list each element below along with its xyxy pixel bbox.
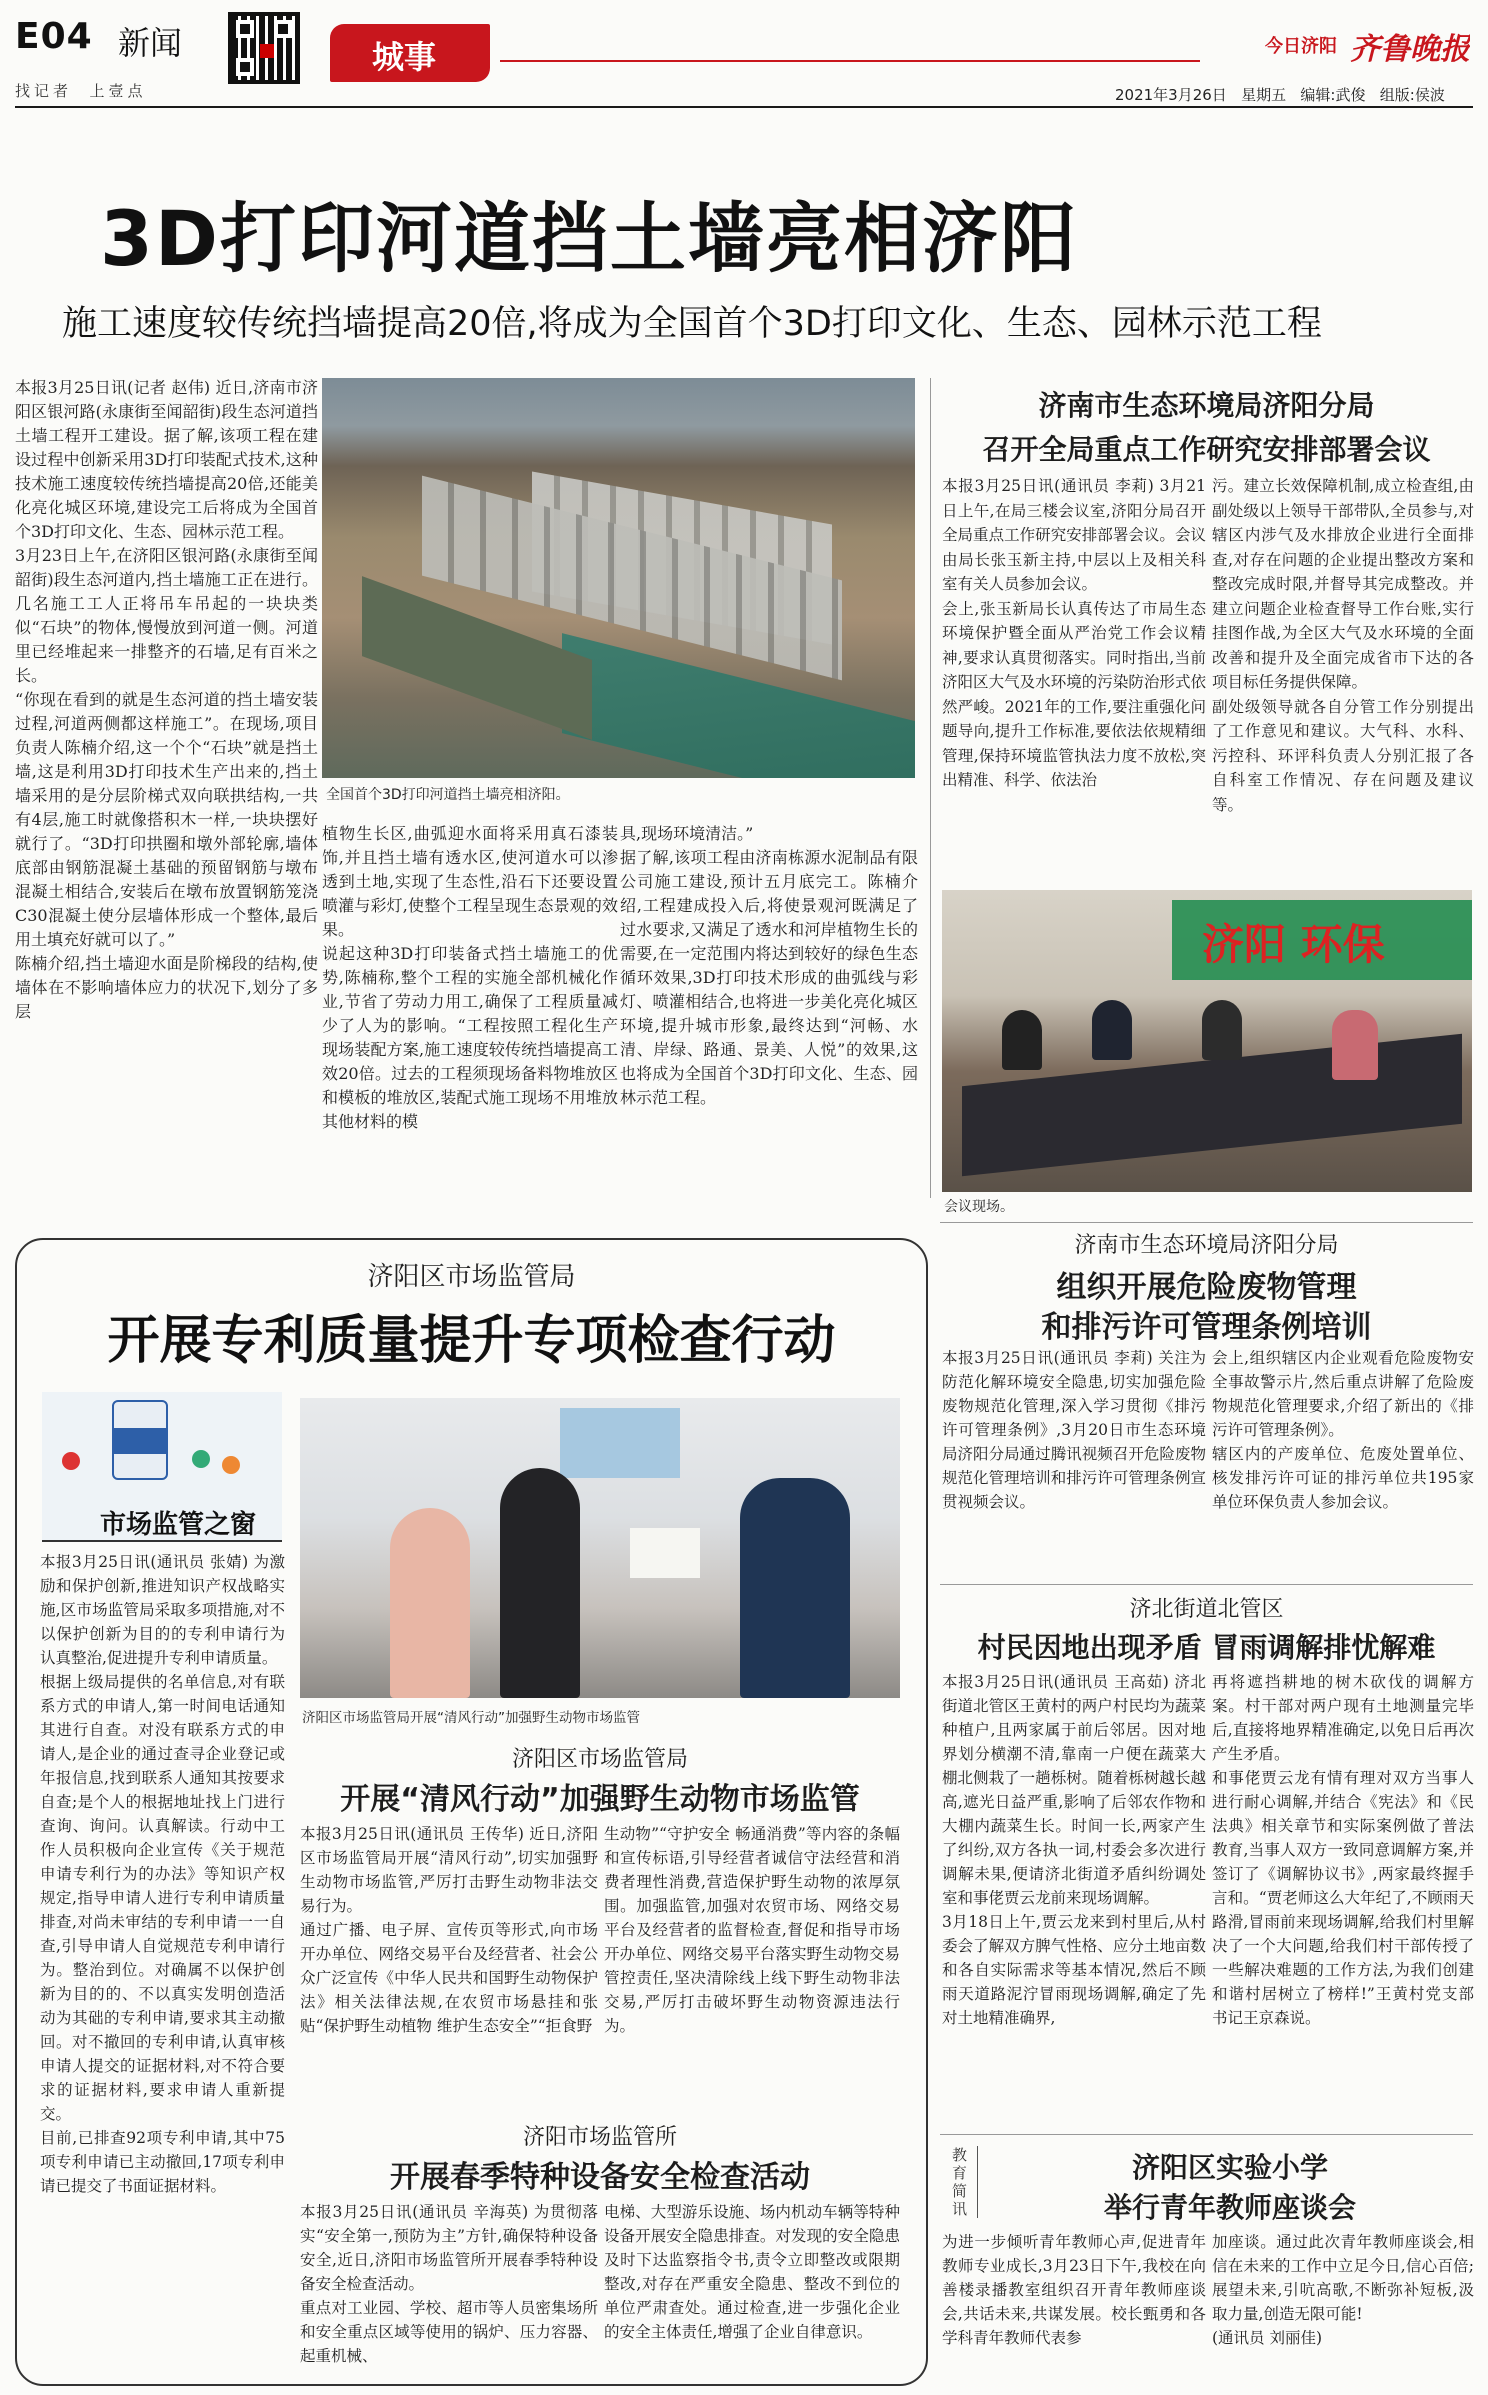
date-line: 2021年3月26日 星期五 编辑:武俊 组版:侯波: [1115, 86, 1445, 104]
market-sub1-kicker: 济阳区市场监管局: [511, 1747, 688, 1772]
market-sub2-col-a-text: 本报3月25日讯(通讯员 辛海英) 为贯彻落实“安全第一,预防为主”方针,确保特种设备安全,近日,济阳市场监管所开展春季特种设备安全检查活动。 重点对工业园、学校、超市等人员密集场所和安全重点区域等使用的锅炉、压力容器、起重机械、: [300, 2203, 598, 2365]
school-top-rule: [940, 2134, 1473, 2135]
bottle-icon: [112, 1400, 168, 1480]
lead-col2-text: 植物生长区,曲弧迎水面将采用真石漆装饰,并且挡土墙有透水区,使河道水可以渗透到土地,实现了生态性,沿石下还要设置喷灌与彩灯,使整个工程呈现生态景观的效果。 说起这种3D打印装备式挡土墙施工的优势,陈楠称,整个工程的实施全部机械化作业,节省了劳动力用工,确保了工程质量减少了人为的影响。“工程按照工程化生产现场装配方案,施工速度较传统挡墙提高工效20倍。过去的工程须现场备料物堆放区和模板的堆放区,装配式施工现场不用堆放其他材料的模: [322, 824, 618, 1131]
env-photo-caption: 会议现场。: [944, 1199, 1014, 1215]
market-sub1-col-a: [300, 1822, 598, 2112]
lead-photo-caption: 全国首个3D打印河道挡土墙亮相济阳。: [326, 787, 570, 803]
market-sub2-col-b: [604, 2200, 900, 2380]
market-photo: [300, 1398, 900, 1698]
header-red-rule: [500, 60, 1200, 62]
market-title: 开展专利质量提升专项检查行动: [107, 1311, 836, 1371]
slogan: 找记者 上壹点: [15, 82, 147, 100]
market-sub1-title: 开展“清风行动”加强野生动物市场监管: [340, 1782, 860, 1817]
env-col-a: [942, 474, 1206, 884]
school-col-a: [942, 2230, 1206, 2386]
lead-title: 3D打印河道挡土墙亮相济阳: [100, 194, 1078, 283]
village-col-a: [942, 1670, 1206, 2130]
market-col-text: 本报3月25日讯(通讯员 张婧) 为激励和保护创新,推进知识产权战略实施,区市场监管局采取多项措施,对不以保护创新为目的的专利申请行为认真整治,促进提升专利申请质量。 根据上级局提供的名单信息,对有联系方式的申请人,第一时间电话通知其进行自查。对没有联系方式的申请人,是企业的通过查寻企业登记或年报信息,找到联系人通知其按要求自查;是个人的根据地址找上门进行查询、询问。认真解读。行动中工作人员积极向企业宣传《关于规范申请专利行为的办法》等知识产权规定,指导申请人进行专利申请质量排查,对尚未审结的专利申请一一自查,引导申请人自觉规范专利申请行为。整治到位。对确属不以保护创新为目的的、不以真实发明创造活动为其础的专利申请,要求其主动撤回。对不撤回的专利申请,认真审核申请人提交的证据材料,对不符合要求的证据材料,要求申请人重新提交。 目前,已排查92项专利申请,其中75项专利申请已主动撤回,17项专利申请已提交了书面证据材料。: [40, 1553, 285, 2195]
lead-col3: [620, 822, 918, 1172]
village-top-rule: [940, 1584, 1473, 1585]
lead-column-divider: [930, 378, 931, 1198]
village-col-b: [1212, 1670, 1474, 2130]
env-title-1: 济南市生态环境局济阳分局: [1038, 389, 1375, 422]
env-meeting-photo: [942, 890, 1472, 1192]
school-tag: [952, 2146, 978, 2218]
env-col-a-text: 本报3月25日讯(通讯员 李莉) 3月21日上午,在局三楼会议室,济阳分局召开全局重点工作研究安排部署会议。会议由局长张玉新主持,中层以上及相关科室有关人员参加会议。 会上,张玉新局长认真传达了市局生态环境保护暨全面从严治党工作会议精神,要求认真贯彻落实。同时指出,当前济阳区大气及水环境的污染防治形式依然严峻。2021年的工作,要注重强化问题导向,提升工作标准,要依法依规精细管理,保持环境监管执法力度不放松,突出精准、科学、依法治: [942, 477, 1206, 789]
market-kicker: 济阳区市场监管局: [367, 1262, 576, 1292]
market-sub2-title: 开展春季特种设备安全检查活动: [390, 2160, 810, 2195]
hazard-top-rule: [940, 1222, 1473, 1223]
market-logo-label: 市场监管之窗: [100, 1510, 257, 1540]
hazard-col-b: [1212, 1346, 1474, 1576]
school-col-b: [1212, 2230, 1474, 2386]
lead-col1: [15, 376, 318, 1166]
hazard-title-1: 组织开展危险废物管理: [1056, 1270, 1357, 1305]
school-tag-2: 简讯: [952, 2182, 968, 2218]
school-title-2: 举行青年教师座谈会: [1103, 2191, 1356, 2224]
market-sub1-col-b-text: 生动物”“守护安全 畅通消费”等内容的条幅和宣传标语,引导经营者诚信守法经营和消费者理性消费,营造保护野生动物的浓厚氛围。加强监管,加强对农贸市场、网络交易平台及经营者的监督检查,督促和指导市场开办单位、网络交易平台落实野生动物交易管控责任,坚决清除线上线下野生动物非法交易,严厉打击破坏野生动物资源违法行为。: [604, 1825, 900, 2035]
market-sub2-col-a: [300, 2200, 598, 2380]
lead-col2: [318, 822, 618, 1172]
column-label: 城事: [372, 38, 437, 76]
env-col-b-text: 污。建立长效保障机制,成立检查组,由副处级以上领导干部带队,全员参与,对辖区内涉气及水排放企业进行全面排查,对存在问题的企业提出整改方案和整改完成时限,并督导其完成整改。并建立问题企业检查督导工作台账,实行挂图作战,为全区大气及水环境的全面改善和提升及全面完成省市下达的各项目标任务提供保障。 副处级领导就各自分管工作分别提出了工作意见和建议。大气科、水科、污控科、环评科负责人分别汇报了各自科室工作情况、存在问题及建议等。: [1212, 477, 1474, 814]
hazard-title-2: 和排污许可管理条例培训: [1041, 1310, 1372, 1345]
page-code: E04: [15, 16, 93, 57]
lead-photo: [322, 378, 915, 778]
market-sub1-col-b: [604, 1822, 900, 2112]
lead-subtitle: 施工速度较传统挡墙提高20倍,将成为全国首个3D打印文化、生态、园林示范工程: [62, 304, 1322, 344]
market-logo: [42, 1392, 282, 1542]
village-col-b-text: 再将遮挡耕地的树木砍伐的调解方案。村干部对两户现有土地测量完毕后,直接将地界精准确定,以免日后再次产生矛盾。 和事佬贾云龙有情有理对双方当事人进行耐心调解,并结合《宪法》和《民法典》相关章节和实际案例做了普法教育,当事人双方一致同意调解方案,并签订了《调解协议书》,两家最终握手言和。“贾老师这么大年纪了,不顾雨天路滑,冒雨前来现场调解,给我们村里解决了一个大问题,给我们村干部传授了一些解决难题的工作方法,为我们创建和谐村居树立了榜样!”王黄村党支部书记王京森说。: [1212, 1673, 1474, 2027]
village-col-a-text: 本报3月25日讯(通讯员 王高茹) 济北街道北管区王黄村的两户村民均为蔬菜种植户,且两家属于前后邻居。因对地界划分横潮不清,靠南一户便在蔬菜大棚北侧栽了一趟栎树。随着栎树越长越高,遮光日益严重,影响了后邻农作物和大棚内蔬菜生长。时间一长,两家产生了纠纷,双方各执一词,村委会多次进行调解未果,便请济北街道矛盾纠纷调处室和事佬贾云龙前来现场调解。 3月18日上午,贾云龙来到村里后,从村委会了解双方脾气性格、应分土地亩数和各自实际需求等基本情况,然后不顾雨天道路泥泞冒雨现场调解,确定了先对土地精准确界,: [942, 1673, 1206, 2027]
hazard-col-a-text: 本报3月25日讯(通讯员 李莉) 关注为防范化解环境安全隐患,切实加强危险废物规范化管理,深入学习贯彻《排污许可管理条例》,3月20日市生态环境局济阳分局通过腾讯视频召开危险废物规范化管理培训和排污许可管理条例宣贯视频会议。: [942, 1349, 1206, 1511]
village-title: 村民因地出现矛盾 冒雨调解排忧解难: [977, 1631, 1436, 1664]
school-tag-1: 教育: [952, 2146, 968, 2182]
market-sub2-col-b-text: 电梯、大型游乐设施、场内机动车辆等特种设备开展安全隐患排查。对发现的安全隐患及时下达监察指令书,责令立即整改或限期整改,对存在严重安全隐患、整改不到位的单位严肃查处。通过检查,进一步强化企业的安全主体责任,增强了企业自律意识。: [604, 2203, 900, 2341]
market-sub2-kicker: 济阳市场监管所: [522, 2125, 677, 2150]
school-title-1: 济阳区实验小学: [1131, 2151, 1328, 2184]
hazard-col-a: [942, 1346, 1206, 1576]
school-col-a-text: 为进一步倾听青年教师心声,促进青年教师专业成长,3月23日下午,我校在向善楼录播教室组织召开青年教师座谈会,共话未来,共谋发展。校长甄勇和各学科青年教师代表参: [942, 2233, 1206, 2347]
brand-logo: 齐鲁晚报: [1350, 32, 1470, 67]
env-col-b: [1212, 474, 1474, 884]
lead-col1-text: 本报3月25日讯(记者 赵伟) 近日,济南市济阳区银河路(永康街至闻韶街)段生态河道挡土墙工程开工建设。据了解,该项工程在建设过程中创新采用3D打印装配式技术,这种技术施工速度较传统挡墙提高20倍,还能美化亮化城区环境,建设完工后将成为全国首个3D打印文化、生态、园林示范工程。 3月23日上午,在济阳区银河路(永康街至闻韶街)段生态河道内,挡土墙施工正在进行。几名施工工人正将吊车吊起的一块块类似“石块”的物体,慢慢放到河道一侧。河道里已经堆起来一排整齐的石墙,足有百米之长。 “你现在看到的就是生态河道的挡土墙安装过程,河道两侧都这样施工”。在现场,项目负责人陈楠介绍,这一个个“石块”就是挡土墙,这是利用3D打印技术生产出来的,挡土墙采用的是分层阶梯式双向联拱结构,一共有4层,施工时就像搭积木一样,一块块摆好就行了。“3D打印拱圈和墩外部轮廓,墙体底部由钢筋混凝土基础的预留钢筋与墩布混凝土相结合,安装后在墩布放置钢筋笼浇C30混凝土使分层墙体形成一个整体,最后用土填充好就可以了。” 陈楠介绍,挡土墙迎水面是阶梯段的结构,使墙体在不影响墙体应力的状况下,划分了多层: [15, 378, 318, 1021]
market-col: [40, 1550, 285, 2380]
section-name: 新闻: [118, 24, 183, 62]
market-photo-caption: 济阳区市场监管局开展“清风行动”加强野生动物市场监管: [302, 1710, 640, 1726]
brand-small: 今日济阳: [1265, 36, 1337, 57]
school-col-b-text: 加座谈。通过此次青年教师座谈会,相信在未来的工作中立足今日,信心百倍;展望未来,引吭高歌,不断弥补短板,汲取力量,创造无限可能! (通讯员 刘丽佳): [1212, 2233, 1474, 2347]
village-kicker: 济北街道北管区: [1129, 1597, 1284, 1622]
lead-col3-text: 具,现场环境清洁。” 据了解,该项工程由济南栋源水泥制品有限公司施工建设,预计五月底完工。陈楠介绍,工程建成投入后,将使景观河既满足了过水要求,又满足了透水和河岸植物生长的需要,在一定范围内将达到较好的绿色生态循环效果,3D打印技术形成的曲弧线与彩灯、喷灌相结合,也将进一步美化亮化城区环境,提升城市形象,最终达到“河畅、水清、岸绿、路通、景美、人悦”的效果,这也将成为全国首个3D打印文化、生态、园林示范工程。: [620, 824, 918, 1107]
hazard-col-b-text: 会上,组织辖区内企业观看危险废物安全事故警示片,然后重点讲解了危险废物规范化管理要求,介绍了新出的《排污许可管理条例》。 辖区内的产废单位、危废处置单位、核发排污许可证的排污单位共195家单位环保负责人参加会议。: [1212, 1349, 1474, 1511]
column-badge: [330, 24, 490, 82]
market-sub1-col-a-text: 本报3月25日讯(通讯员 王传华) 近日,济阳区市场监管局开展“清风行动”,切实加强野生动物市场监管,严厉打击野生动物非法交易行为。 通过广播、电子屏、宣传页等形式,向市场开办单位、网络交易平台及经营者、社会公众广泛宣传《中华人民共和国野生动物保护法》相关法律法规,在农贸市场悬挂和张贴“保护野生动植物 维护生态安全”“拒食野: [300, 1825, 598, 2035]
qr-code: [228, 12, 300, 84]
env-photo-sign: 济阳 环保: [1202, 920, 1385, 969]
env-title-2: 召开全局重点工作研究安排部署会议: [982, 433, 1431, 466]
header-rule: [15, 106, 1473, 108]
hazard-kicker: 济南市生态环境局济阳分局: [1074, 1233, 1339, 1258]
